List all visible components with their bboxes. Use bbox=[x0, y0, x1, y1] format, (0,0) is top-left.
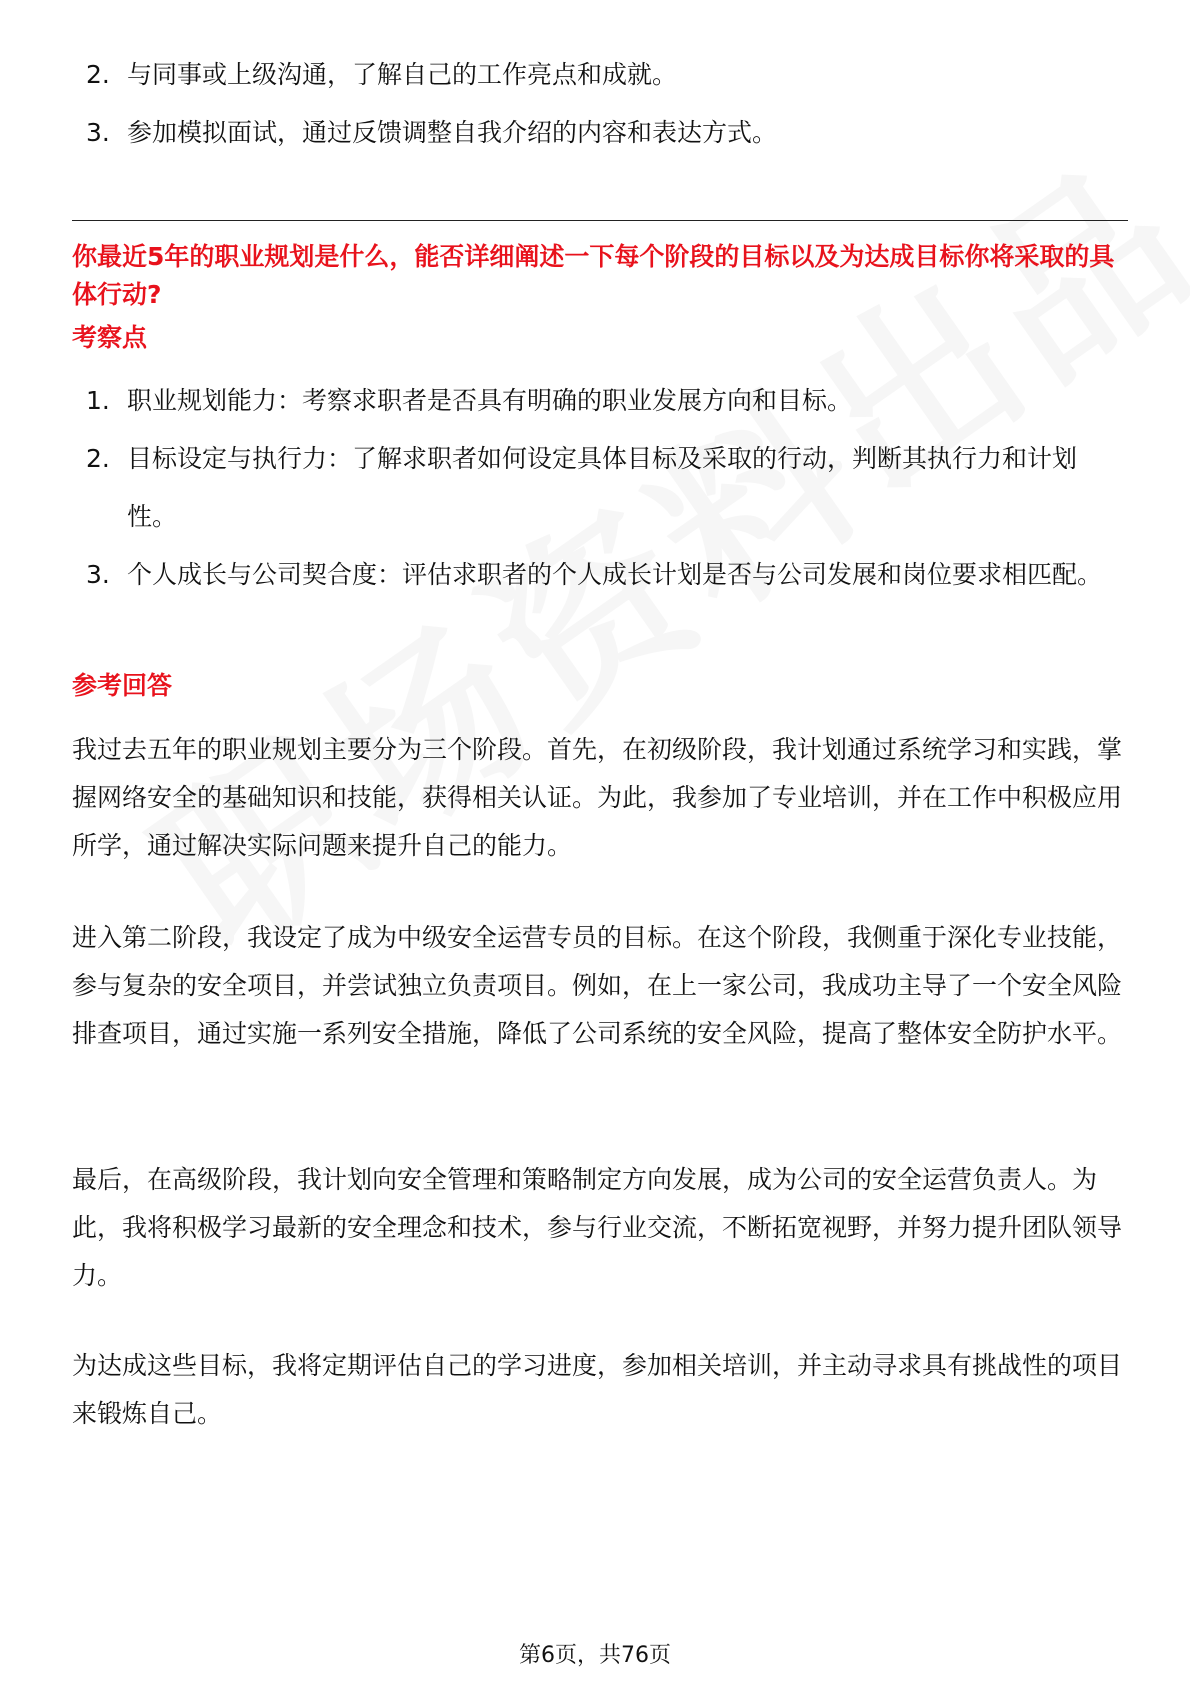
answer-paragraph: 进入第二阶段，我设定了成为中级安全运营专员的目标。在这个阶段，我侧重于深化专业技能，参与复杂的安全项目，并尝试独立负责项目。例如，在上一家公司，我成功主导了一个安全风险排查项目，通过实施一系列安全措施，降低了公司系统的安全风险，提高了整体安全防护水平。 bbox=[72, 923, 1123, 1048]
interview-question: 你最近5年的职业规划是什么，能否详细阐述一下每个阶段的目标以及为达成目标你将采取的具体行动? bbox=[72, 242, 1115, 309]
list-item bbox=[72, 104, 1122, 162]
list-item bbox=[72, 546, 1122, 604]
list-item bbox=[72, 372, 1122, 430]
list-number: 2. bbox=[86, 444, 110, 473]
list-text: 参加模拟面试，通过反馈调整自我介绍的内容和表达方式。 bbox=[127, 118, 778, 147]
list-text: 与同事或上级沟通，了解自己的工作亮点和成就。 bbox=[127, 60, 678, 89]
list-text: 职业规划能力：考察求职者是否具有明确的职业发展方向和目标。 bbox=[127, 386, 853, 415]
page-number: 第6页，共76页 bbox=[519, 1643, 671, 1668]
list-text: 个人成长与公司契合度：评估求职者的个人成长计划是否与公司发展和岗位要求相匹配。 bbox=[127, 560, 1103, 589]
section-divider bbox=[72, 220, 1128, 221]
list-item bbox=[72, 46, 1122, 104]
list-item bbox=[72, 430, 1122, 546]
answer-paragraph: 最后，在高级阶段，我计划向安全管理和策略制定方向发展，成为公司的安全运营负责人。为此，我将积极学习最新的安全理念和技术，参与行业交流，不断拓宽视野，并努力提升团队领导力。 bbox=[72, 1165, 1123, 1290]
answer-heading: 参考回答 bbox=[72, 671, 173, 700]
previous-answer-list bbox=[72, 46, 1122, 162]
examine-heading: 考察点 bbox=[72, 323, 148, 352]
answer-paragraph: 为达成这些目标，我将定期评估自己的学习进度，参加相关培训，并主动寻求具有挑战性的项目来锻炼自己。 bbox=[72, 1351, 1123, 1428]
list-text: 目标设定与执行力：了解求职者如何设定具体目标及采取的行动，判断其执行力和计划性。 bbox=[127, 444, 1078, 531]
answer-paragraph: 我过去五年的职业规划主要分为三个阶段。首先，在初级阶段，我计划通过系统学习和实践，掌握网络安全的基础知识和技能，获得相关认证。为此，我参加了专业培训，并在工作中积极应用所学，通过解决实际问题来提升自己的能力。 bbox=[72, 735, 1123, 860]
list-number: 3. bbox=[86, 560, 110, 589]
list-number: 1. bbox=[86, 386, 110, 415]
examine-list bbox=[72, 372, 1122, 604]
list-number: 3. bbox=[86, 118, 110, 147]
list-number: 2. bbox=[86, 60, 110, 89]
